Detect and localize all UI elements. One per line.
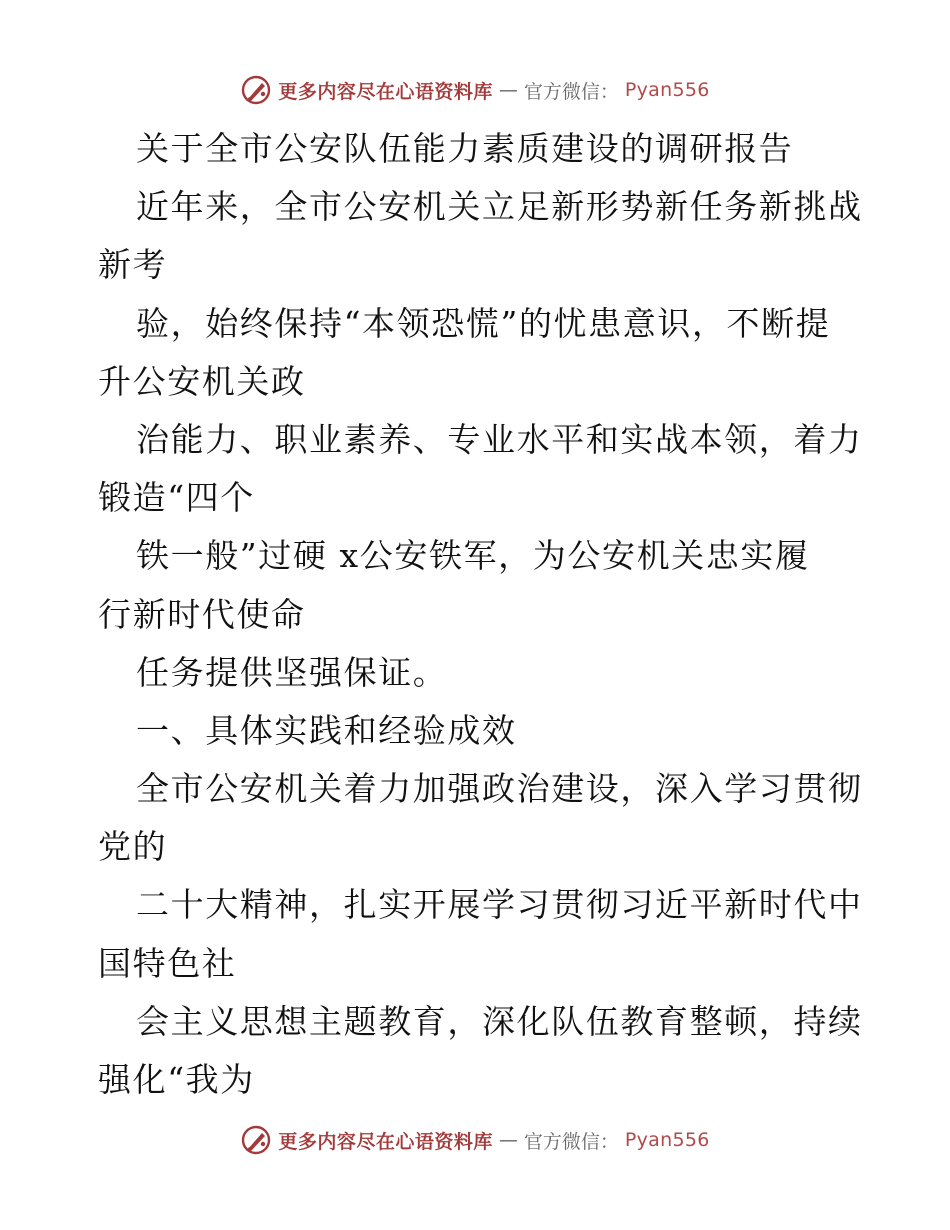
text-line: 任务提供坚强保证。 xyxy=(136,652,448,692)
watermark-separator: — xyxy=(498,79,518,101)
text-line: 二十大精神，扎实开展学习贯彻习近平新时代中 xyxy=(136,885,863,925)
text-line: 行新时代使命 xyxy=(98,594,306,634)
text-line: 全市公安机关着力加强政治建设，深入学习贯彻 xyxy=(136,769,863,809)
footer-watermark xyxy=(0,1120,950,1160)
watermark-contact-label: 官方微信： xyxy=(523,1130,619,1153)
watermark-brand: 更多内容尽在心语资料库 xyxy=(278,80,493,103)
document-body xyxy=(98,120,863,1109)
text-line: 会主义思想主题教育，深化队伍教育整顿，持续 xyxy=(136,1001,863,1041)
text-line: 治能力、职业素养、专业水平和实战本领，着力 xyxy=(136,419,863,459)
watermark-brand: 更多内容尽在心语资料库 xyxy=(278,1130,493,1153)
quill-pen-logo-icon xyxy=(240,74,272,106)
quill-pen-logo-icon xyxy=(240,1124,272,1156)
watermark-contact-id: Pyan556 xyxy=(624,1129,710,1151)
text-line: 党的 xyxy=(98,827,168,867)
text-line: 新考 xyxy=(98,245,168,285)
watermark-separator: — xyxy=(498,1129,518,1151)
text-line: 一、具体实践和经验成效 xyxy=(136,710,517,750)
text-line: 铁一般”过硬 x公安铁军，为公安机关忠实履 xyxy=(136,536,810,576)
text-line: 近年来，全市公安机关立足新形势新任务新挑战 xyxy=(136,187,863,227)
text-line: 升公安机关政 xyxy=(98,361,306,401)
watermark-contact-label: 官方微信： xyxy=(523,80,619,103)
text-line: 国特色社 xyxy=(98,943,237,983)
watermark-contact-id: Pyan556 xyxy=(624,79,710,101)
header-watermark xyxy=(0,70,950,110)
text-line: 验，始终保持“本领恐慌”的忧患意识，不断提 xyxy=(136,303,831,343)
text-line: 锻造“四个 xyxy=(98,478,255,518)
text-line: 强化“我为 xyxy=(98,1060,255,1099)
text-line: 关于全市公安队伍能力素质建设的调研报告 xyxy=(136,129,794,168)
